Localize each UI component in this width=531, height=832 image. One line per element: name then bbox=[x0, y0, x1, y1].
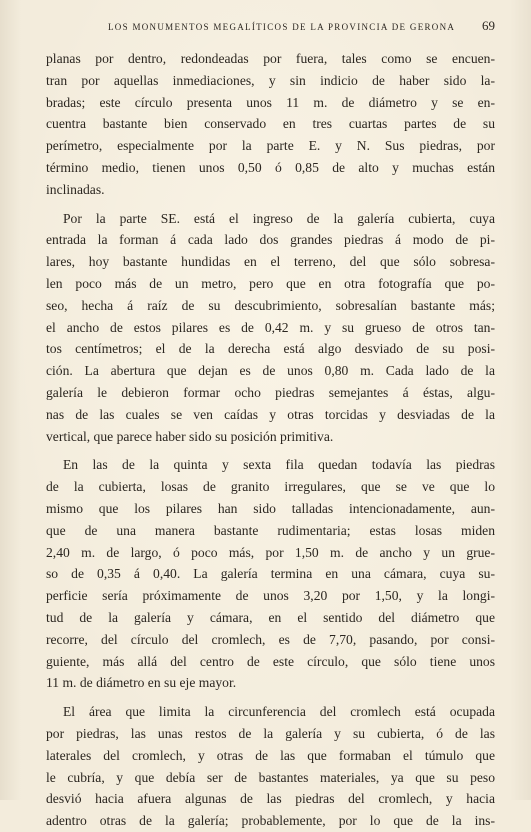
text-line: entrada la forman á cada lado dos grandes piedras á modo de pi- bbox=[46, 232, 495, 248]
body-text bbox=[46, 48, 495, 832]
text-line: galería le debieron formar ocho piedras semejantes á éstas, algu- bbox=[46, 384, 495, 400]
text-line: lares, hoy bastante hundidas en el terreno, del que sólo sobresa- bbox=[46, 254, 495, 270]
text-line: tran por aquellas inmediaciones, y sin indicio de haber sido la- bbox=[46, 72, 495, 88]
paragraph bbox=[46, 208, 495, 448]
paragraph-gap bbox=[46, 201, 495, 208]
text-line: nas de las cuales se ven caídas y otras torcidas y desviadas de la bbox=[46, 406, 495, 422]
paragraph bbox=[46, 701, 495, 832]
text-line: seo, hecha á raíz de su descubrimiento, sobresalían bastante más; bbox=[46, 297, 495, 313]
page-header bbox=[46, 18, 495, 38]
text-line: adentro otras de la galería; probablemente, por lo que de la ins- bbox=[46, 813, 495, 829]
text-line: 11 m. de diámetro en su eje mayor. bbox=[46, 675, 237, 691]
page-number: 69 bbox=[482, 18, 495, 33]
text-line: Por la parte SE. está el ingreso de la galería cubierta, cuya bbox=[63, 210, 495, 226]
text-line: guiente, más allá del centro de este círculo, que sólo tiene unos bbox=[46, 653, 495, 669]
text-line: planas por dentro, redondeadas por fuera, tales como se encuen- bbox=[46, 51, 495, 66]
running-title: LOS MONUMENTOS MEGALÍTICOS DE LA PROVINCIA DE GERONA bbox=[108, 22, 456, 32]
text-line: por piedras, las unas restos de la galería y su cubierta, ó de las bbox=[46, 725, 495, 741]
text-line: vertical, que parece haber sido su posición primitiva. bbox=[46, 428, 334, 444]
paragraph-gap bbox=[46, 694, 495, 701]
text-line: perficie sería próximamente de unos 3,20 por 1,50, y la longi- bbox=[46, 588, 495, 604]
text-line: tos centímetros; el de la derecha está algo desviado de su posi- bbox=[46, 341, 495, 357]
text-line: En las de la quinta y sexta fila quedan todavía las piedras bbox=[63, 457, 495, 473]
text-line: el ancho de estos pilares es de 0,42 m. y su grueso de otros tan- bbox=[46, 319, 495, 335]
text-line: perímetro, especialmente por la parte E. y N. Sus piedras, por bbox=[46, 138, 495, 154]
text-line: cuentra bastante bien conservado en tres cuartas partes de su bbox=[46, 116, 495, 132]
text-line: mismo que los pilares han sido talladas intencionadamente, aun- bbox=[46, 500, 495, 516]
text-line: El área que limita la circunferencia del cromlech está ocupada bbox=[63, 704, 495, 720]
text-line: desvió hacia afuera algunas de las piedras del cromlech, y hacia bbox=[46, 791, 495, 807]
text-line: término medio, tienen unos 0,50 ó 0,85 de alto y muchas están bbox=[46, 159, 495, 175]
text-line: len poco más de un metro, pero que en otra fotografía que po- bbox=[46, 275, 495, 291]
text-line: 2,40 m. de largo, ó poco más, por 1,50 m. de ancho y un grue- bbox=[46, 544, 495, 560]
text-line: bradas; este círculo presenta unos 11 m. de diámetro y se en- bbox=[46, 94, 495, 110]
text-line: le cubría, y que debía ser de bastantes materiales, ya que su peso bbox=[46, 769, 495, 785]
text-line: que de una manera bastante rudimentaria; estas losas miden bbox=[46, 522, 495, 538]
text-line: so de 0,35 á 0,40. La galería termina en una cámara, cuya su- bbox=[46, 566, 495, 582]
text-line: ción. La abertura que dejan es de unos 0,80 m. Cada lado de la bbox=[46, 363, 495, 379]
paragraph-gap bbox=[46, 447, 495, 454]
text-line: de la cubierta, losas de granito irregulares, que se ve que lo bbox=[46, 479, 495, 495]
paragraph bbox=[46, 48, 495, 201]
text-line: recorre, del círculo del cromlech, es de 7,70, pasando, por consi- bbox=[46, 631, 495, 647]
text-line: laterales del cromlech, y otras de las que formaban el túmulo que bbox=[46, 747, 495, 763]
paragraph bbox=[46, 454, 495, 694]
text-line: tud de la galería y cámara, en el sentido del diámetro que bbox=[46, 609, 495, 625]
text-line: inclinadas. bbox=[46, 181, 105, 197]
